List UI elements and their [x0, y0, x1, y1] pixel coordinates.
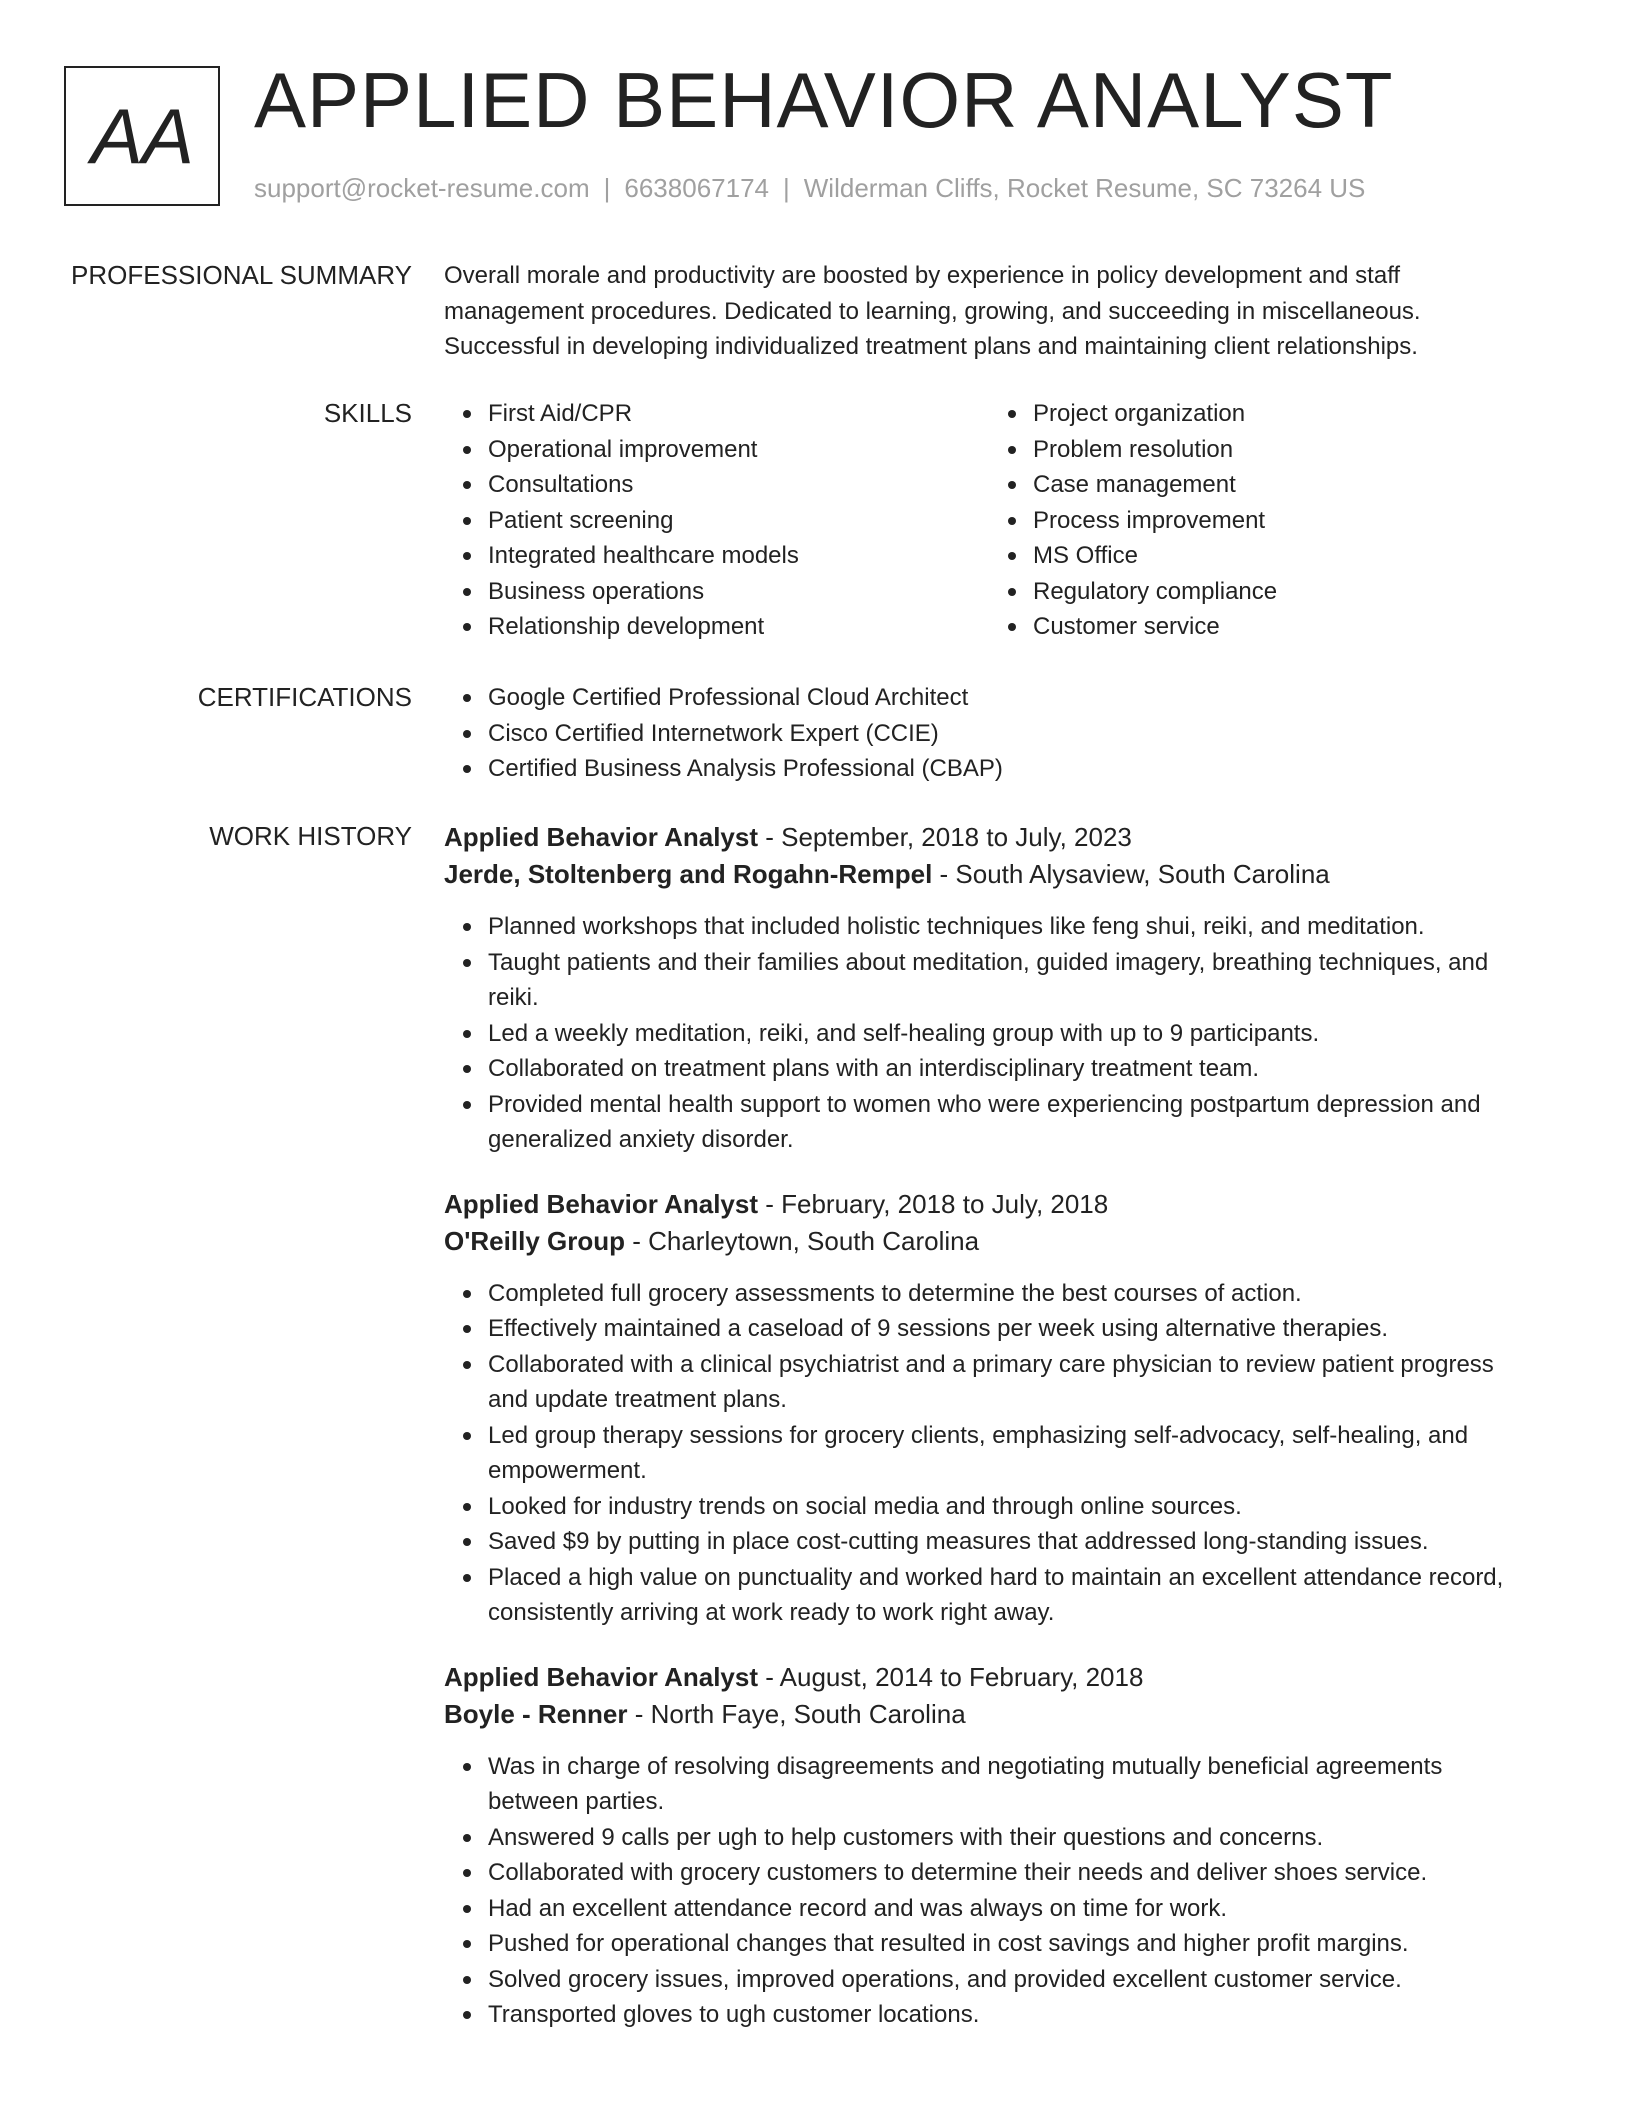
job-company-line: [444, 1223, 1534, 1260]
list-item: Operational improvement: [488, 432, 989, 468]
list-item: Pushed for operational changes that resulted in cost savings and higher profit margins.: [488, 1926, 1534, 1962]
contact-address: Wilderman Cliffs, Rocket Resume, SC 73264 US: [803, 173, 1366, 203]
list-item: Regulatory compliance: [1033, 574, 1534, 610]
job-role: Applied Behavior Analyst: [444, 1188, 758, 1219]
list-item: Answered 9 calls per ugh to help customers with their questions and concerns.: [488, 1820, 1534, 1856]
list-item: Planned workshops that included holistic techniques like feng shui, reiki, and meditation.: [488, 909, 1534, 945]
job-company: Jerde, Stoltenberg and Rogahn-Rempel: [444, 859, 933, 889]
job-bullets: [444, 1749, 1534, 2033]
list-item: MS Office: [1033, 538, 1534, 574]
section-title-skills: SKILLS: [323, 398, 412, 428]
skills-column-left: [444, 396, 989, 645]
job-bullets: [444, 1276, 1534, 1631]
contact-line: [254, 172, 1365, 204]
job-location: - South Alysaview, South Carolina: [932, 859, 1330, 889]
list-item: Case management: [1033, 467, 1534, 503]
job-role: Applied Behavior Analyst: [444, 1661, 758, 1692]
list-item: Led group therapy sessions for grocery clients, emphasizing self-advocacy, self-healing, and empowerment.: [488, 1418, 1534, 1489]
job-location: - North Faye, South Carolina: [627, 1698, 966, 1729]
list-item: Cisco Certified Internetwork Expert (CCIE): [488, 716, 1534, 752]
job-company-line: [444, 856, 1534, 893]
list-item: Taught patients and their families about meditation, guided imagery, breathing techniques, and reiki.: [488, 945, 1534, 1016]
skills-body: [444, 396, 1534, 645]
certifications-body: [444, 680, 1534, 787]
job-location: - Charleytown, South Carolina: [624, 1225, 980, 1256]
contact-separator: |: [603, 173, 611, 203]
list-item: Solved grocery issues, improved operations, and provided excellent customer service.: [488, 1962, 1534, 1998]
monogram-logo: [64, 66, 220, 206]
list-item: Integrated healthcare models: [488, 538, 989, 574]
certifications-list: [444, 680, 1534, 787]
job-entry: [444, 1186, 1534, 1631]
list-item: Provided mental health support to women who were experiencing postpartum depression and generalized anxiety disorder.: [488, 1087, 1534, 1158]
list-item: Consultations: [488, 467, 989, 503]
list-item: Was in charge of resolving disagreements and negotiating mutually beneficial agreements between parties.: [488, 1749, 1534, 1820]
job-role: Applied Behavior Analyst: [444, 822, 758, 852]
job-company: Boyle - Renner: [444, 1698, 628, 1729]
page-title: APPLIED BEHAVIOR ANALYST: [254, 56, 1394, 144]
contact-separator: |: [783, 173, 790, 203]
job-company: O'Reilly Group: [444, 1225, 625, 1256]
job-bullets: [444, 909, 1534, 1158]
summary-text: Overall morale and productivity are boosted by experience in policy development and staff management procedures. Dedicated to learning, growing, and succeeding in miscellaneous. Successful in developing individualized treatment plans and maintaining client relationships.: [444, 262, 1421, 360]
list-item: Problem resolution: [1033, 432, 1534, 468]
job-title-line: [444, 1186, 1534, 1223]
list-item: Customer service: [1033, 609, 1534, 645]
list-item: Relationship development: [488, 609, 989, 645]
section-title-certifications: CERTIFICATIONS: [197, 682, 412, 712]
list-item: Transported gloves to ugh customer locations.: [488, 1997, 1534, 2033]
list-item: Placed a high value on punctuality and worked hard to maintain an excellent attendance record, consistently arriving at work ready to work right away.: [488, 1560, 1534, 1631]
list-item: Had an excellent attendance record and was always on time for work.: [488, 1891, 1534, 1927]
job-title-line: [444, 1659, 1534, 1696]
work-history-body: [444, 819, 1534, 2061]
monogram-initials: AA: [90, 92, 194, 180]
job-entry: [444, 1659, 1534, 2033]
list-item: Effectively maintained a caseload of 9 sessions per week using alternative therapies.: [488, 1311, 1534, 1347]
contact-email: support@rocket-resume.com: [254, 173, 590, 203]
list-item: Collaborated with a clinical psychiatrist and a primary care physician to review patient progress and update treatment plans.: [488, 1347, 1534, 1418]
job-dates: - August, 2014 to February, 2018: [758, 1661, 1144, 1692]
section-title-summary: PROFESSIONAL SUMMARY: [71, 260, 412, 290]
job-company-line: [444, 1696, 1534, 1733]
list-item: Collaborated with grocery customers to determine their needs and deliver shoes service.: [488, 1855, 1534, 1891]
list-item: Process improvement: [1033, 503, 1534, 539]
list-item: Looked for industry trends on social media and through online sources.: [488, 1489, 1534, 1525]
summary-body: [444, 258, 1534, 365]
contact-phone: 6638067174: [624, 173, 769, 203]
list-item: First Aid/CPR: [488, 396, 989, 432]
list-item: Certified Business Analysis Professional (CBAP): [488, 751, 1534, 787]
list-item: Saved $9 by putting in place cost-cutting measures that addressed long-standing issues.: [488, 1524, 1534, 1560]
job-dates: - September, 2018 to July, 2023: [758, 822, 1132, 852]
list-item: Led a weekly meditation, reiki, and self-healing group with up to 9 participants.: [488, 1016, 1534, 1052]
skills-grid: [444, 396, 1534, 645]
skills-column-right: [989, 396, 1534, 645]
job-dates: - February, 2018 to July, 2018: [758, 1188, 1109, 1219]
skills-list-right: [989, 396, 1534, 645]
list-item: Collaborated on treatment plans with an interdisciplinary treatment team.: [488, 1051, 1534, 1087]
section-title-work-history: WORK HISTORY: [209, 821, 412, 851]
job-title-line: [444, 819, 1534, 856]
list-item: Patient screening: [488, 503, 989, 539]
skills-list-left: [444, 396, 989, 645]
list-item: Project organization: [1033, 396, 1534, 432]
list-item: Completed full grocery assessments to determine the best courses of action.: [488, 1276, 1534, 1312]
job-entry: [444, 819, 1534, 1158]
list-item: Business operations: [488, 574, 989, 610]
list-item: Google Certified Professional Cloud Architect: [488, 680, 1534, 716]
